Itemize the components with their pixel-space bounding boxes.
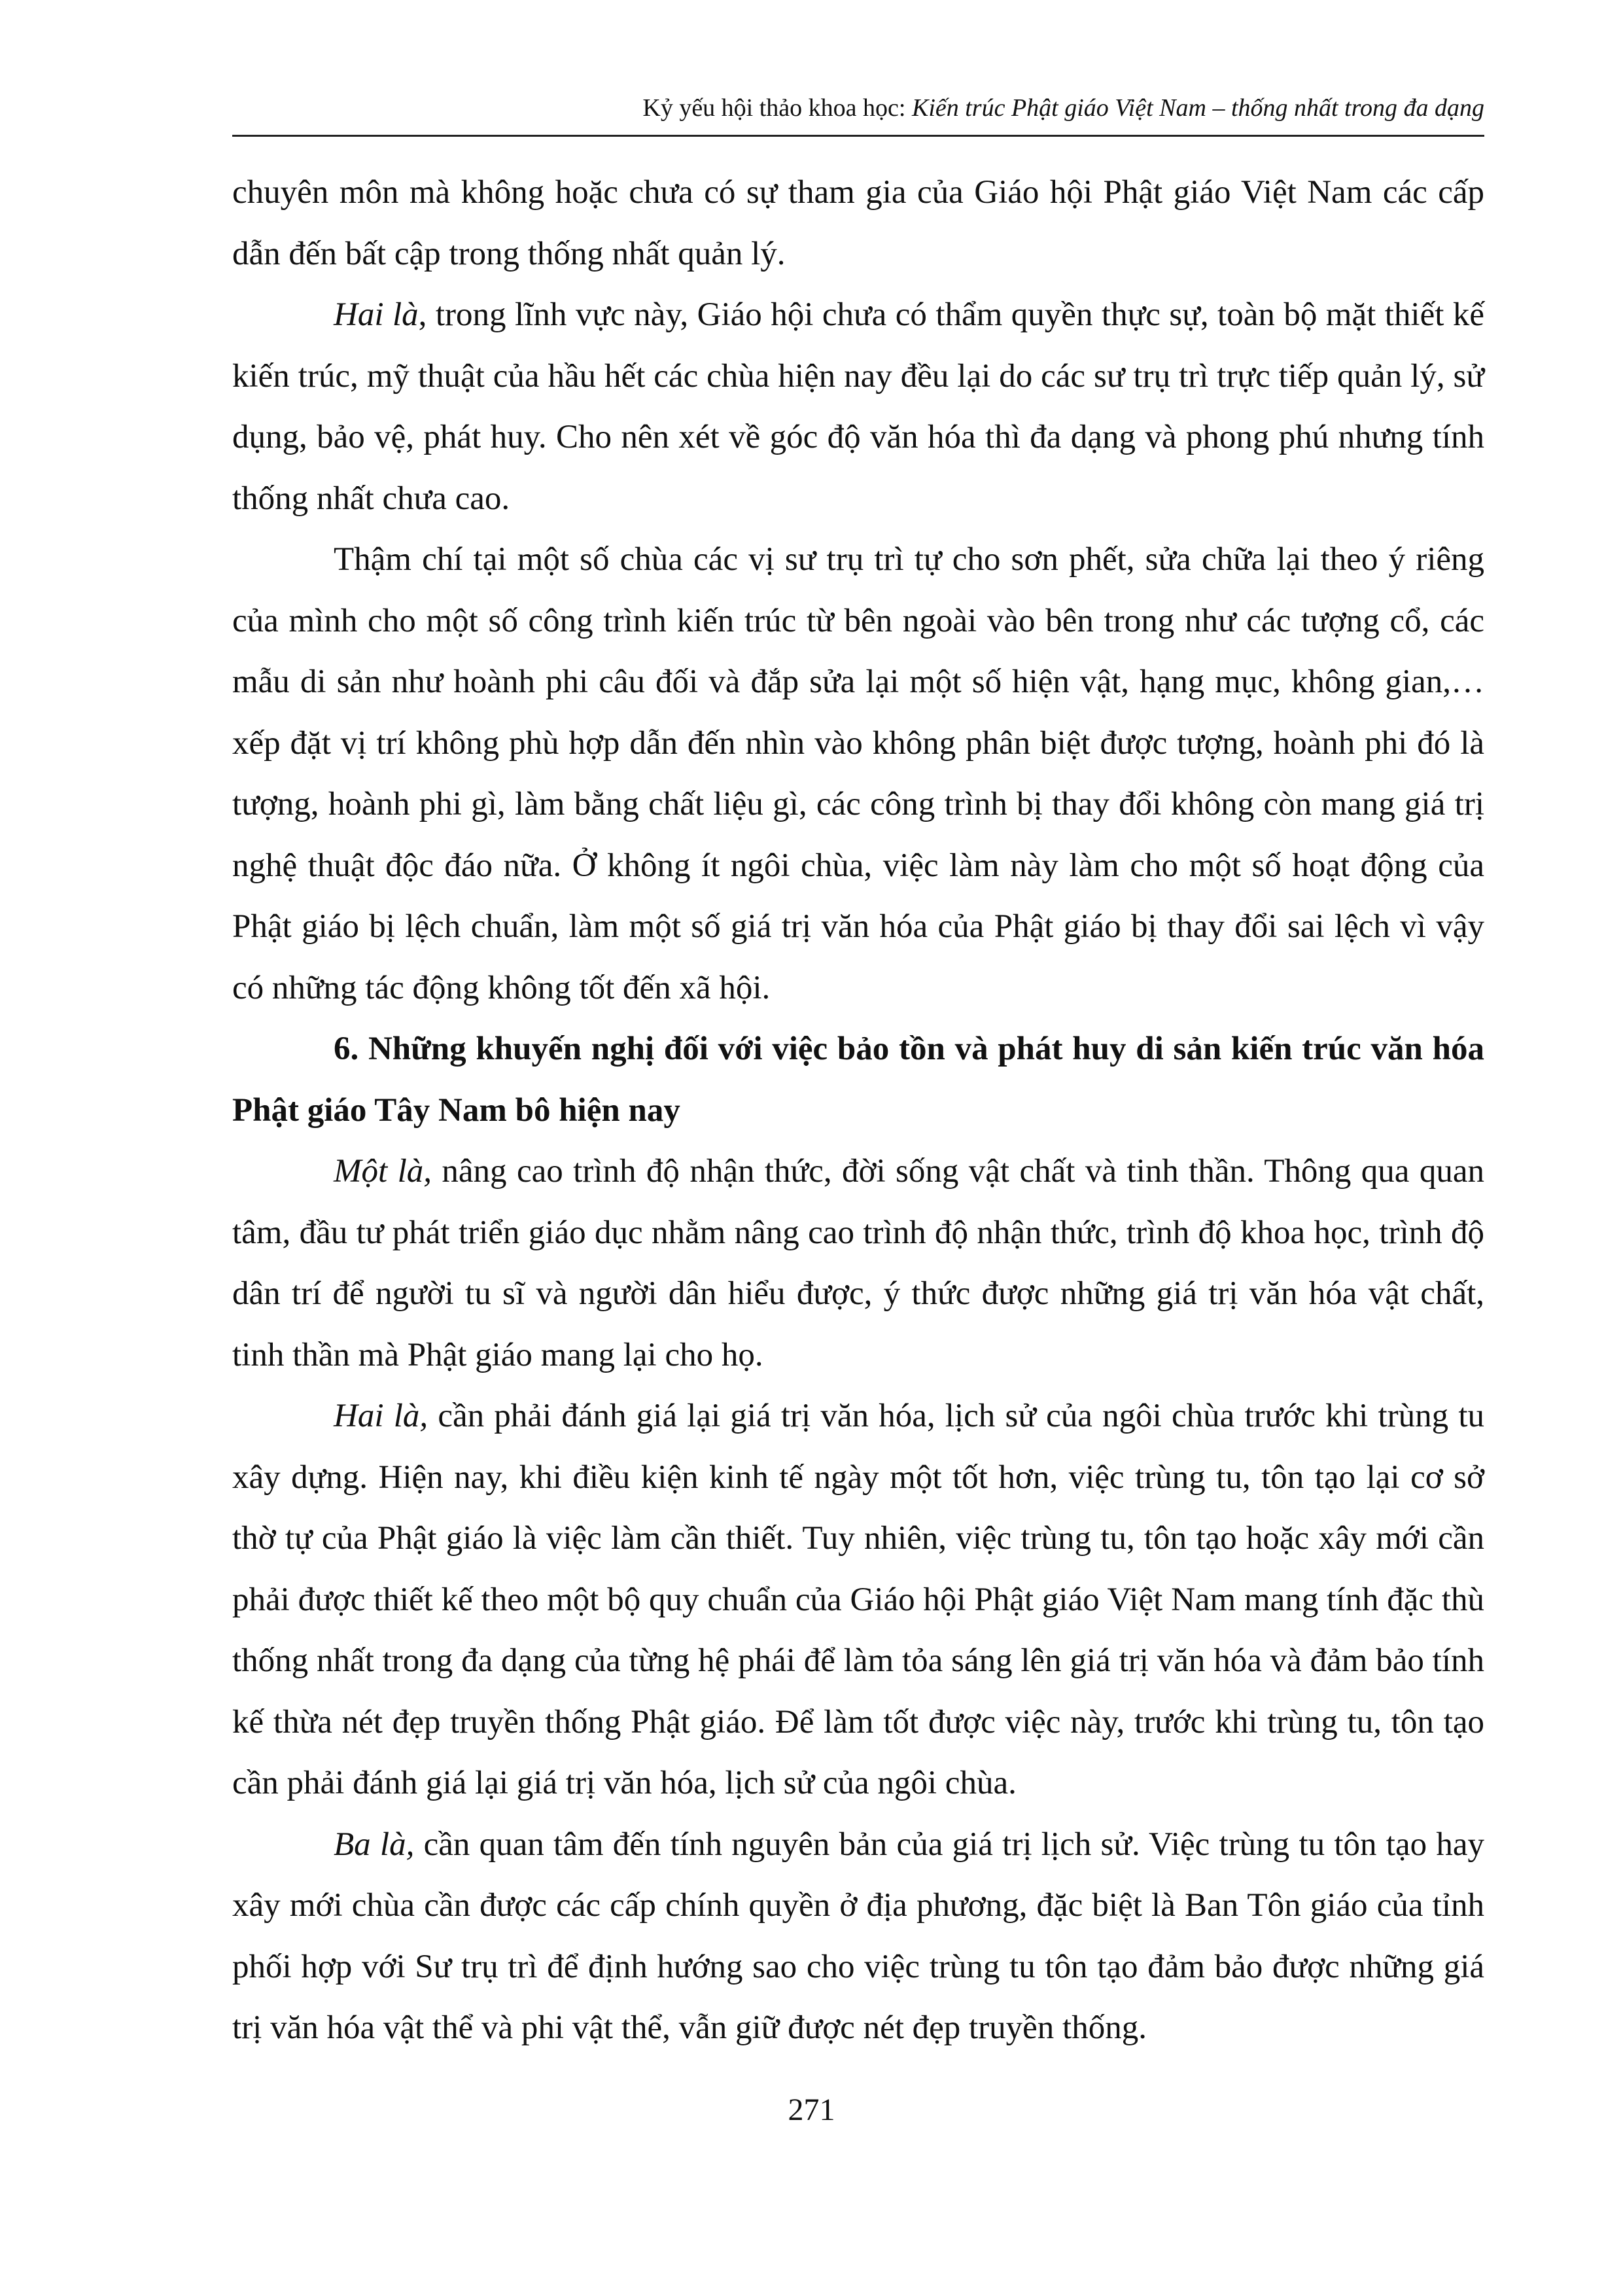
- paragraph-lead: Một là,: [334, 1153, 432, 1190]
- running-header: [232, 92, 1484, 124]
- page-body: [232, 162, 1484, 2059]
- header-title: Kiến trúc Phật giáo Việt Nam – thống nhất trong đa dạng: [911, 94, 1484, 122]
- paragraph-lead: Hai là,: [334, 1398, 428, 1434]
- header-prefix: Kỷ yếu hội thảo khoa học:: [642, 94, 912, 122]
- paragraph-continuation: chuyên môn mà không hoặc chưa có sự tham gia của Giáo hội Phật giáo Việt Nam các cấp dẫn đến bất cập trong thống nhất quản lý.: [232, 174, 1484, 272]
- paragraph-hai-la-2: Hai là, cần phải đánh giá lại giá trị văn hóa, lịch sử của ngôi chùa trước khi trùng tu xây dựng. Hiện nay, khi điều kiện kinh tế ngày một tốt hơn, việc trùng tu, tôn tạo lại cơ sở thờ tự của Phật giáo là việc làm cần thiết. Tuy nhiên, việc trùng tu, tôn tạo hoặc xây mới cần phải được thiết kế theo một bộ quy chuẩn của Giáo hội Phật giáo Việt Nam mang tính đặc thù thống nhất trong đa dạng của từng hệ phái để làm tỏa sáng lên giá trị văn hóa và đảm bảo tính kế thừa nét đẹp truyền thống Phật giáo. Để làm tốt được việc này, trước khi trùng tu, tôn tạo cần phải đánh giá lại giá trị văn hóa, lịch sử của ngôi chùa.: [232, 1398, 1484, 1801]
- paragraph-tham-chi: Thậm chí tại một số chùa các vị sư trụ trì tự cho sơn phết, sửa chữa lại theo ý riêng của mình cho một số công trình kiến trúc từ bên ngoài vào bên trong như các tượng cổ, các mẫu di sản như hoành phi câu đối và đắp sửa lại một số hiện vật, hạng mục, không gian,… xếp đặt vị trí không phù hợp dẫn đến nhìn vào không phân biệt được tượng, hoành phi đó là tượng, hoành phi gì, làm bằng chất liệu gì, các công trình bị thay đổi không còn mang giá trị nghệ thuật độc đáo nữa. Ở không ít ngôi chùa, việc làm này làm cho một số hoạt động của Phật giáo bị lệch chuẩn, làm một số giá trị văn hóa của Phật giáo bị thay đổi sai lệch vì vậy có những tác động không tốt đến xã hội.: [232, 541, 1484, 1006]
- paragraph-mot-la: Một là, nâng cao trình độ nhận thức, đời sống vật chất và tinh thần. Thông qua quan tâm, đầu tư phát triển giáo dục nhằm nâng cao trình độ nhận thức, trình độ khoa học, trình độ dân trí để người tu sĩ và người dân hiểu được, ý thức được những giá trị văn hóa vật chất, tinh thần mà Phật giáo mang lại cho họ.: [232, 1153, 1484, 1373]
- paragraph-lead: Hai là: [334, 296, 419, 333]
- paragraph-ba-la: Ba là, cần quan tâm đến tính nguyên bản của giá trị lịch sử. Việc trùng tu tôn tạo hay xây mới chùa cần được các cấp chính quyền ở địa phương, đặc biệt là Ban Tôn giáo của tỉnh phối hợp với Sư trụ trì để định hướng sao cho việc trùng tu tôn tạo đảm bảo được những giá trị văn hóa vật thể và phi vật thể, vẫn giữ được nét đẹp truyền thống.: [232, 1826, 1485, 2046]
- paragraph-lead: Ba là,: [334, 1826, 415, 1863]
- header-divider: [232, 135, 1484, 137]
- section-heading: 6. Những khuyến nghị đối với việc bảo tồn và phát huy di sản kiến trúc văn hóa Phật giáo Tây Nam bô hiện nay: [232, 1031, 1484, 1129]
- page-number: 271: [788, 2093, 835, 2127]
- paragraph-hai-la-1: Hai là, trong lĩnh vực này, Giáo hội chưa có thẩm quyền thực sự, toàn bộ mặt thiết kế kiến trúc, mỹ thuật của hầu hết các chùa hiện nay đều lại do các sư trụ trì trực tiếp quản lý, sử dụng, bảo vệ, phát huy. Cho nên xét về góc độ văn hóa thì đa dạng và phong phú nhưng tính thống nhất chưa cao.: [232, 296, 1485, 517]
